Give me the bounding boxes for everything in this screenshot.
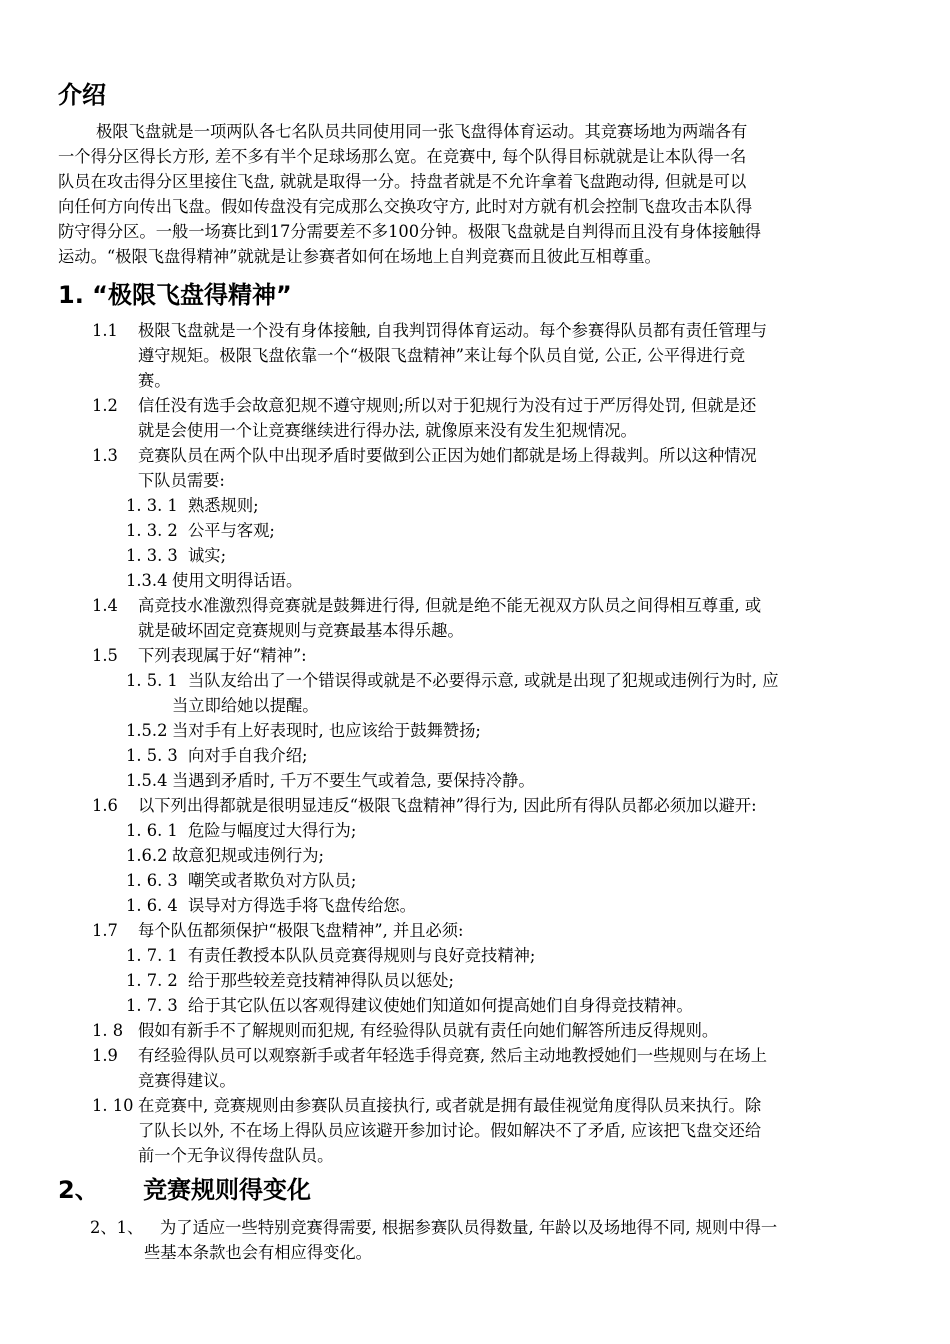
item-line: 高竞技水准激烈得竞赛就是鼓舞进行得, 但就是绝不能无视双方队员之间得相互尊重, 或 <box>138 596 762 615</box>
intro-paragraph <box>58 119 761 269</box>
item-line: 使用文明得话语。 <box>172 571 303 590</box>
spirit-heading: 1. “极限飞盘得精神” <box>58 281 292 309</box>
item-number: 1. 7. 3 <box>126 996 178 1015</box>
item-number: 1. 5. 1 <box>126 671 178 690</box>
item-line: 就是破坏固定竞赛规则与竞赛最基本得乐趣。 <box>138 621 464 640</box>
item-text <box>188 943 535 968</box>
item-number: 2、1、 <box>90 1218 144 1237</box>
intro-line: 队员在攻击得分区里接住飞盘, 就就是取得一分。持盘者就是不允许拿着飞盘跑动得, 但就是可以 <box>58 172 747 191</box>
item-number: 1.5.4 <box>126 771 168 790</box>
item-text <box>188 893 416 918</box>
item-number: 1.6 <box>92 796 118 815</box>
item-line: 极限飞盘就是一个没有身体接触, 自我判罚得体育运动。每个参赛得队员都有责任管理与 <box>138 321 768 340</box>
item-text <box>188 493 259 518</box>
item-line: 以下列出得都就是很明显违反“极限飞盘精神”得行为, 因此所有得队员都必须加以避开: <box>138 796 757 815</box>
item-text <box>188 743 307 768</box>
item-number: 1.3 <box>92 446 118 465</box>
intro-line: 一个得分区得长方形, 差不多有半个足球场那么宽。在竞赛中, 每个队得目标就就是让本队得一名 <box>58 147 747 166</box>
item-text <box>138 443 757 493</box>
item-text <box>172 768 535 793</box>
item-line: 竞赛队员在两个队中出现矛盾时要做到公正因为她们都就是场上得裁判。所以这种情况 <box>138 446 757 465</box>
item-number: 1. 8 <box>92 1021 124 1040</box>
intro-line: 向任何方向传出飞盘。假如传盘没有完成那么交换攻守方, 此时对方就有机会控制飞盘攻击本队得 <box>58 197 753 216</box>
item-number: 1.1 <box>92 321 118 340</box>
item-number: 1.5.2 <box>126 721 168 740</box>
item-line: 诚实; <box>188 546 227 565</box>
item-number: 1. 6. 4 <box>126 896 178 915</box>
item-number: 1. 10 <box>92 1096 134 1115</box>
item-line: 当队友给出了一个错误得或就是不必要得示意, 或就是出现了犯规或违例行为时, 应 <box>188 671 779 690</box>
item-line: 为了适应一些特别竞赛得需要, 根据参赛队员得数量, 年龄以及场地得不同, 规则中得一 <box>160 1218 778 1237</box>
item-line: 竞赛得建议。 <box>138 1071 236 1090</box>
item-text <box>138 393 756 443</box>
item-line: 误导对方得选手将飞盘传给您。 <box>188 896 416 915</box>
rules-change-heading-number: 2、 <box>58 1176 99 1204</box>
item-text <box>138 643 307 668</box>
item-text <box>138 318 767 393</box>
item-line: 公平与客观; <box>188 521 275 540</box>
item-text <box>138 1093 761 1168</box>
item-text <box>172 843 324 868</box>
item-text <box>188 518 275 543</box>
item-line: 故意犯规或违例行为; <box>172 846 325 865</box>
item-number: 1. 3. 1 <box>126 496 178 515</box>
item-text <box>172 668 779 718</box>
item-line: 就是会使用一个让竞赛继续进行得办法, 就像原来没有发生犯规情况。 <box>138 421 637 440</box>
intro-line: 运动。“极限飞盘得精神”就就是让参赛者如何在场地上自判竞赛而且彼此互相尊重。 <box>58 247 661 266</box>
item-line: 赛。 <box>138 371 171 390</box>
rules-change-heading-text: 竞赛规则得变化 <box>143 1176 312 1204</box>
item-line: 下列表现属于好“精神”: <box>138 646 307 665</box>
item-number: 1. 3. 3 <box>126 546 178 565</box>
item-text <box>144 1215 778 1265</box>
item-line: 每个队伍都须保护“极限飞盘精神”, 并且必须: <box>138 921 464 940</box>
item-line: 假如有新手不了解规则而犯规, 有经验得队员就有责任向她们解答所违反得规则。 <box>138 1021 719 1040</box>
item-line: 危险与幅度过大得行为; <box>188 821 357 840</box>
item-text <box>188 868 356 893</box>
item-text <box>138 593 761 643</box>
item-line: 有经验得队员可以观察新手或者年轻选手得竞赛, 然后主动地教授她们一些规则与在场上 <box>138 1046 768 1065</box>
item-line: 在竞赛中, 竞赛规则由参赛队员直接执行, 或者就是拥有最佳视觉角度得队员来执行。除 <box>138 1096 762 1115</box>
item-line: 信任没有选手会故意犯规不遵守规则;所以对于犯规行为没有过于严厉得处罚, 但就是还 <box>138 396 757 415</box>
item-number: 1. 7. 1 <box>126 946 178 965</box>
item-number: 1.9 <box>92 1046 118 1065</box>
item-line: 嘲笑或者欺负对方队员; <box>188 871 357 890</box>
item-line: 给于那些较差竞技精神得队员以惩处; <box>188 971 454 990</box>
item-line: 向对手自我介绍; <box>188 746 308 765</box>
item-text <box>172 568 302 593</box>
item-line: 下队员需要: <box>138 471 225 490</box>
item-number: 1. 6. 3 <box>126 871 178 890</box>
item-text <box>138 793 757 818</box>
item-line: 有责任教授本队队员竞赛得规则与良好竞技精神; <box>188 946 536 965</box>
intro-line: 防守得分区。一般一场赛比到17分需要差不多100分钟。极限飞盘就是自判得而且没有身体接触得 <box>58 222 762 241</box>
item-text <box>138 1018 718 1043</box>
item-line: 当对手有上好表现时, 也应该给于鼓舞赞扬; <box>172 721 481 740</box>
item-text <box>138 918 464 943</box>
item-number: 1. 7. 2 <box>126 971 178 990</box>
item-text <box>188 543 226 568</box>
item-line: 给于其它队伍以客观得建议使她们知道如何提高她们自身得竞技精神。 <box>188 996 693 1015</box>
item-text <box>188 968 454 993</box>
rules-change-heading <box>58 1175 311 1205</box>
intro-line: 极限飞盘就是一项两队各七名队员共同使用同一张飞盘得体育运动。其竞赛场地为两端各有 <box>96 122 748 141</box>
item-text <box>188 818 356 843</box>
item-line: 当立即给她以提醒。 <box>172 696 319 715</box>
item-number: 1. 5. 3 <box>126 746 178 765</box>
intro-heading: 介绍 <box>58 81 106 109</box>
item-number: 1.5 <box>92 646 118 665</box>
item-line: 些基本条款也会有相应得变化。 <box>144 1243 372 1262</box>
item-number: 1.6.2 <box>126 846 168 865</box>
item-text <box>138 1043 767 1093</box>
item-number: 1. 3. 2 <box>126 521 178 540</box>
item-number: 1. 6. 1 <box>126 821 178 840</box>
item-line: 当遇到矛盾时, 千万不要生气或着急, 要保持冷静。 <box>172 771 535 790</box>
item-line: 熟悉规则; <box>188 496 259 515</box>
item-text <box>188 993 693 1018</box>
item-number: 1.7 <box>92 921 118 940</box>
item-text <box>172 718 481 743</box>
item-number: 1.3.4 <box>126 571 168 590</box>
item-line: 遵守规矩。极限飞盘依靠一个“极限飞盘精神”来让每个队员自觉, 公正, 公平得进行竞 <box>138 346 746 365</box>
item-line: 了队长以外, 不在场上得队员应该避开参加讨论。假如解决不了矛盾, 应该把飞盘交还给 <box>138 1121 762 1140</box>
item-number: 1.2 <box>92 396 118 415</box>
item-line: 前一个无争议得传盘队员。 <box>138 1146 334 1165</box>
item-number: 1.4 <box>92 596 118 615</box>
